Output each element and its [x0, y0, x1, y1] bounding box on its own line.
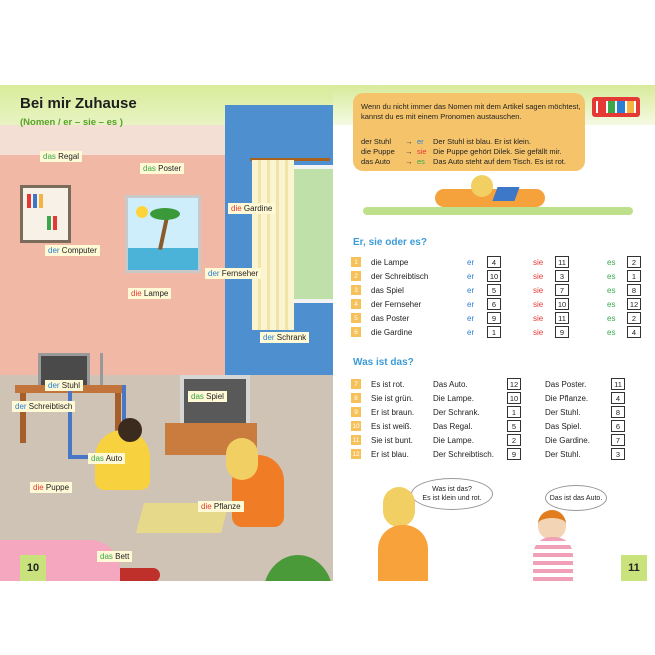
label-computer: der Computer	[45, 245, 100, 256]
answer-option: Der Schrank.	[433, 407, 480, 417]
label-schreibtisch: der Schreibtisch	[12, 401, 75, 412]
noun-text: das Poster	[371, 313, 410, 323]
answer-box[interactable]: 2	[627, 256, 641, 268]
curtain-illustration	[252, 160, 294, 330]
answer-box[interactable]: 10	[487, 270, 501, 282]
item-number: 8	[351, 393, 361, 403]
answer-option: Das Spiel.	[545, 421, 582, 431]
kid-redhead-illustration	[533, 537, 573, 581]
answer-option: Die Gardine.	[545, 435, 590, 445]
pronoun-sie: sie	[533, 299, 544, 309]
item-number: 2	[351, 271, 361, 281]
pronoun-es: es	[607, 327, 616, 337]
pronoun-er: er	[467, 257, 475, 267]
answer-box[interactable]: 3	[555, 270, 569, 282]
poster-illustration	[125, 195, 201, 273]
answer-option: Die Lampe.	[433, 393, 474, 403]
answer-option: Die Lampe.	[433, 435, 474, 445]
label-puppe: die Puppe	[30, 482, 72, 493]
item-number: 10	[352, 422, 360, 430]
answer-box[interactable]: 5	[487, 284, 501, 296]
page-subtitle: (Nomen / er – sie – es )	[20, 117, 123, 128]
exercise-row	[351, 377, 625, 391]
answer-option: Der Stuhl.	[545, 407, 581, 417]
exercise-row	[351, 297, 641, 311]
logo-inner	[596, 101, 636, 113]
answer-box[interactable]: 1	[487, 326, 501, 338]
exercise-row	[351, 255, 641, 269]
page-number-right: 11	[621, 555, 647, 581]
item-number: 12	[352, 450, 360, 458]
pronoun-er: er	[467, 271, 475, 281]
pronoun-sie: sie	[533, 271, 544, 281]
pronoun-sie: sie	[533, 327, 544, 337]
answer-option: Der Stuhl.	[545, 449, 581, 459]
logo-chip	[598, 101, 606, 113]
info-text: Wenn du nicht immer das Nomen mit dem Artikel sagen möchtest, kannst du es mit einem Pronomen austauschen.	[361, 102, 581, 121]
girl-head	[226, 438, 258, 480]
item-number: 7	[351, 379, 361, 389]
sun-icon	[136, 206, 148, 218]
answer-box[interactable]: 11	[611, 378, 625, 390]
answer-box[interactable]: 12	[507, 378, 521, 390]
pronoun-es: es	[607, 313, 616, 323]
answer-box[interactable]: 6	[487, 298, 501, 310]
book-icon	[47, 216, 51, 230]
noun-text: die Lampe	[371, 257, 409, 267]
logo-chip	[608, 101, 616, 113]
exercise-row	[351, 419, 625, 433]
answer-box[interactable]: 12	[627, 298, 641, 310]
question-text: Es ist rot.	[371, 379, 405, 389]
answer-box[interactable]: 5	[507, 420, 521, 432]
answer-box[interactable]: 7	[555, 284, 569, 296]
question-text: Er ist blau.	[371, 449, 409, 459]
left-page	[0, 85, 333, 581]
answer-box[interactable]: 4	[611, 392, 625, 404]
label-bett: das Bett	[97, 551, 132, 562]
pronoun-er: er	[467, 313, 475, 323]
pronoun-er: er	[467, 285, 475, 295]
book-icon	[33, 194, 37, 208]
exercise-row	[351, 405, 625, 419]
answer-option: Der Schreibtisch.	[433, 449, 494, 459]
label-regal: das Regal	[40, 151, 82, 162]
item-number: 1	[351, 257, 361, 267]
sea-icon	[128, 248, 198, 270]
label-fernseher: der Fernseher	[205, 268, 261, 279]
question-text: Es ist weiß.	[371, 421, 412, 431]
noun-text: das Spiel	[371, 285, 404, 295]
label-lampe: die Lampe	[128, 288, 171, 299]
answer-box[interactable]: 7	[611, 434, 625, 446]
noun-text: der Schreibtisch	[371, 271, 429, 281]
right-page	[333, 85, 655, 581]
label-schrank: der Schrank	[260, 332, 309, 343]
kid-blonde-head	[383, 487, 415, 527]
logo-chip	[617, 101, 625, 113]
grass-illustration	[363, 207, 633, 215]
question-text: Sie ist grün.	[371, 393, 414, 403]
pronoun-er: er	[467, 299, 475, 309]
pronoun-es: es	[607, 299, 616, 309]
page-title: Bei mir Zuhause	[20, 95, 137, 112]
answer-box[interactable]: 1	[627, 270, 641, 282]
pronoun-sie: sie	[533, 257, 544, 267]
book-spread	[0, 85, 655, 581]
book-icon	[39, 194, 43, 208]
exercise-table-1	[351, 255, 641, 339]
pronoun-es: es	[607, 257, 616, 267]
answer-box[interactable]: 10	[507, 392, 521, 404]
item-number: 5	[351, 313, 361, 323]
answer-box[interactable]: 11	[555, 312, 569, 324]
answer-box[interactable]: 6	[611, 420, 625, 432]
exercise-row	[351, 447, 625, 461]
answer-box[interactable]: 2	[507, 434, 521, 446]
pronoun-sie: sie	[533, 285, 544, 295]
label-poster: das Poster	[140, 163, 184, 174]
item-number: 3	[351, 285, 361, 295]
room-window	[288, 165, 333, 303]
answer-option: Die Pflanze.	[545, 393, 589, 403]
answer-box[interactable]: 11	[555, 256, 569, 268]
speech-bubble-answer: Das ist das Auto.	[545, 485, 607, 511]
answer-option: Das Poster.	[545, 379, 587, 389]
label-auto: das Auto	[88, 453, 125, 464]
answer-option: Das Regal.	[433, 421, 473, 431]
question-text: Er ist braun.	[371, 407, 415, 417]
answer-box[interactable]: 9	[487, 312, 501, 324]
reader-head	[471, 175, 493, 197]
answer-box[interactable]: 8	[611, 406, 625, 418]
book-icon	[53, 216, 57, 230]
publisher-logo-icon	[592, 97, 640, 117]
kid-redhead-head	[538, 510, 566, 540]
exercise-row	[351, 391, 625, 405]
exercise-row	[351, 283, 641, 297]
answer-box[interactable]: 10	[555, 298, 569, 310]
answer-box[interactable]: 4	[487, 256, 501, 268]
answer-box[interactable]: 1	[507, 406, 521, 418]
question-text: Sie ist bunt.	[371, 435, 413, 445]
item-number: 4	[351, 299, 361, 309]
answer-option: Das Auto.	[433, 379, 468, 389]
exercise-row	[351, 325, 641, 339]
label-pflanze: die Pflanze	[198, 501, 244, 512]
section-title-er-sie-es: Er, sie oder es?	[353, 237, 427, 248]
section-title-was-ist-das: Was ist das?	[353, 357, 414, 368]
logo-chip	[627, 101, 635, 113]
book-icon	[27, 194, 31, 208]
answer-box[interactable]: 9	[555, 326, 569, 338]
palm-leaf-icon	[150, 208, 180, 220]
answer-box[interactable]: 9	[507, 448, 521, 460]
label-stuhl: der Stuhl	[45, 380, 83, 391]
exercise-row	[351, 311, 641, 325]
page-number-left: 10	[20, 555, 46, 581]
lamp-illustration	[100, 353, 113, 385]
answer-box[interactable]: 8	[627, 284, 641, 296]
pronoun-es: es	[607, 285, 616, 295]
boy-head	[118, 418, 142, 442]
shelf-illustration	[20, 185, 71, 243]
answer-box[interactable]: 4	[627, 326, 641, 338]
pronoun-es: es	[607, 271, 616, 281]
exercise-row	[351, 269, 641, 283]
info-box: Wenn du nicht immer das Nomen mit dem Artikel sagen möchtest, kannst du es mit einem Pronomen austauschen. der Stuhl → er Der Stuhl ist blau. Er ist klein. die Puppe → sie Die Puppe gehört Dilek. Sie gefällt mir. das Auto → es Das Auto steht auf dem Tisch. Es ist rot.	[353, 93, 585, 171]
speech-bubble-question: Was ist das? Es ist klein und rot.	[411, 478, 493, 510]
pronoun-er: er	[467, 327, 475, 337]
pronoun-sie: sie	[533, 313, 544, 323]
kid-blonde-illustration	[378, 525, 428, 581]
answer-box[interactable]: 2	[627, 312, 641, 324]
item-number: 11	[352, 436, 360, 444]
label-gardine: die Gardine	[228, 203, 275, 214]
exercise-table-2	[351, 377, 625, 461]
noun-text: der Fernseher	[371, 299, 422, 309]
exercise-row	[351, 433, 625, 447]
noun-text: die Gardine	[371, 327, 413, 337]
label-spiel: das Spiel	[188, 391, 227, 402]
item-number: 9	[351, 407, 361, 417]
item-number: 6	[351, 327, 361, 337]
answer-box[interactable]: 3	[611, 448, 625, 460]
